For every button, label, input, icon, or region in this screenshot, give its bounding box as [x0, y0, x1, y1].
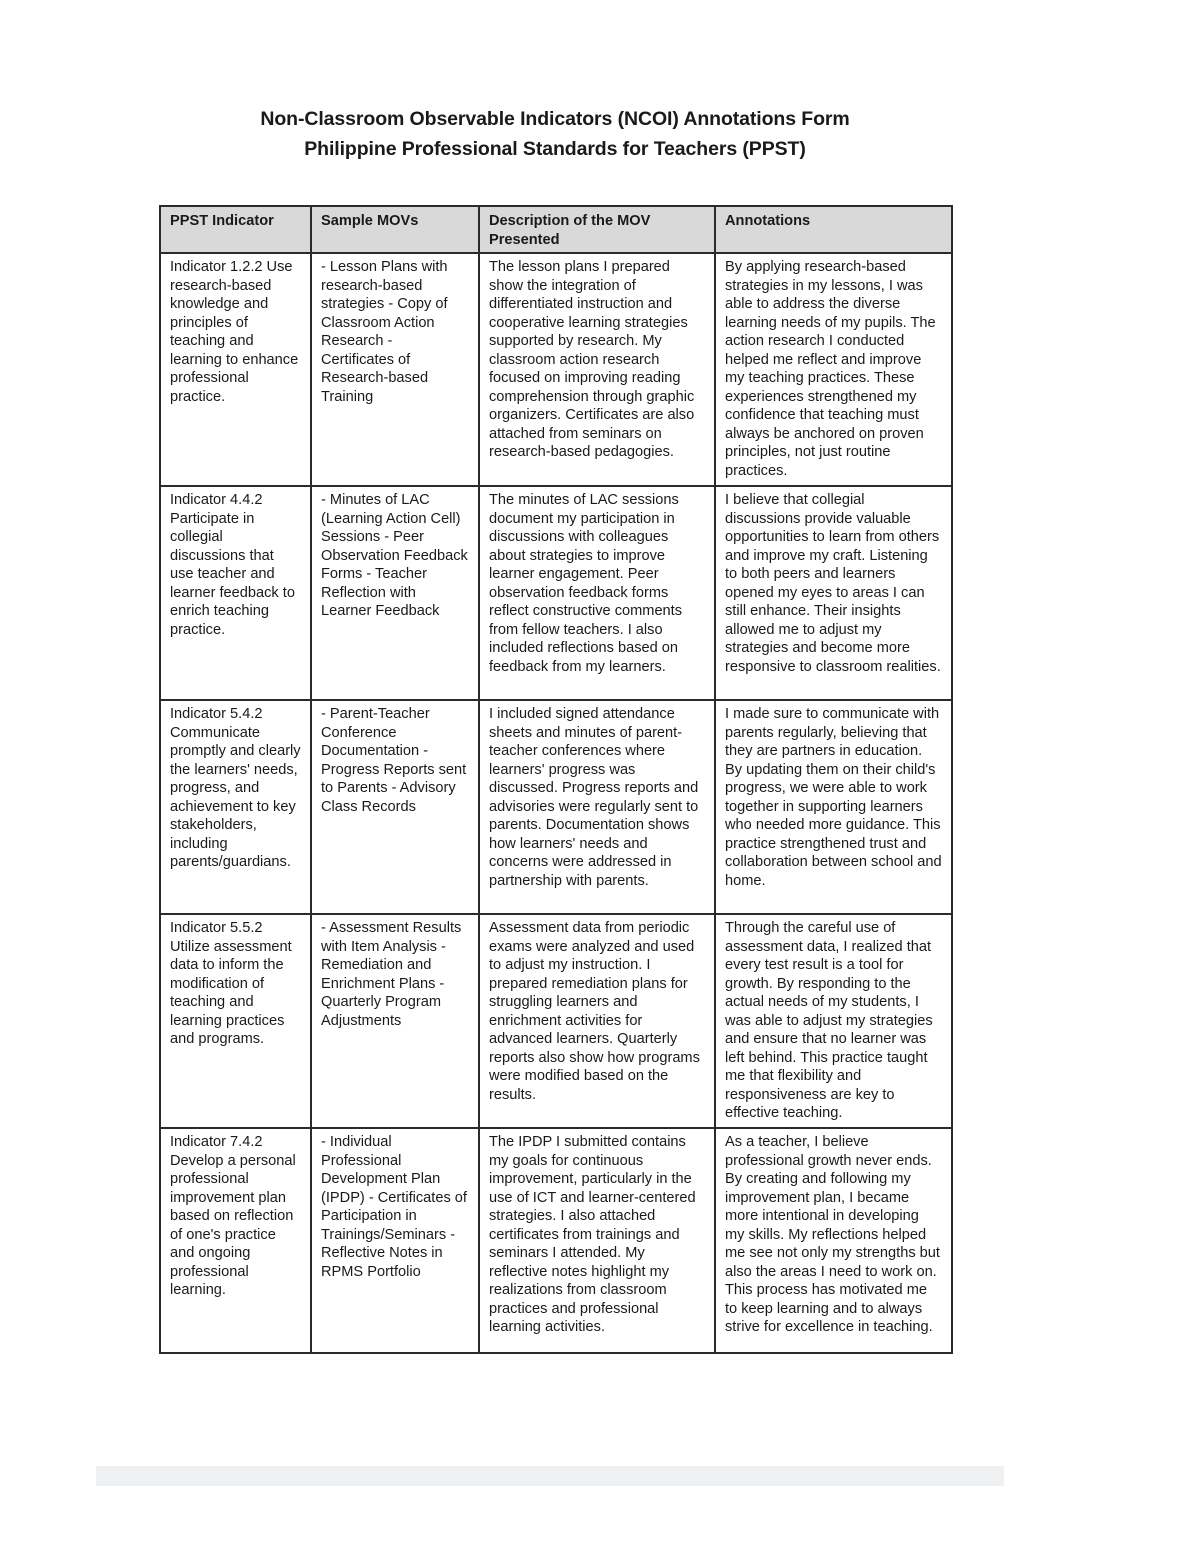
header-sample-movs: Sample MOVs — [311, 206, 479, 253]
document-title: Non-Classroom Observable Indicators (NCOI) Annotations Form — [260, 108, 850, 130]
table-header-row — [160, 206, 952, 253]
document-header — [0, 104, 1110, 164]
cell-description: The lesson plans I prepared show the integration of differentiated instruction and cooperative learning strategies supported by research. My classroom action research focused on improving reading comprehension through graphic organizers. Certificates are also attached from seminars on research-based pedagogies. — [479, 253, 715, 486]
cell-description: The IPDP I submitted contains my goals for continuous improvement, particularly in the use of ICT and learner-centered strategies. I also attached certificates from trainings and seminars I attended. My reflective notes highlight my realizations from classroom practices and professional learning activities. — [479, 1128, 715, 1353]
annotations-table — [159, 205, 953, 1354]
cell-annotations: I believe that collegial discussions provide valuable opportunities to learn from others and improve my craft. Listening to both peers and learners opened my eyes to areas I can still enhance. Their insights allowed me to adjust my strategies and become more responsive to classroom realities. — [715, 486, 952, 700]
cell-annotations: By applying research-based strategies in my lessons, I was able to address the diverse learning needs of my pupils. The action research I conducted helped me reflect and improve my teaching practices. These experiences strengthened my confidence that teaching must always be anchored on proven principles, not just routine practices. — [715, 253, 952, 486]
cell-indicator: Indicator 7.4.2 Develop a personal professional improvement plan based on reflection of one's practice and ongoing professional learning. — [160, 1128, 311, 1353]
cell-description: Assessment data from periodic exams were analyzed and used to adjust my instruction. I prepared remediation plans for struggling learners and enrichment activities for advanced learners. Quarterly reports also show how programs were modified based on the results. — [479, 914, 715, 1128]
cell-annotations: I made sure to communicate with parents regularly, believing that they are partners in education. By updating them on their child's progress, we were able to work together in supporting learners who needed more guidance. This practice strengthened trust and collaboration between school and home. — [715, 700, 952, 914]
cell-movs: - Parent-Teacher Conference Documentation - Progress Reports sent to Parents - Advisory Class Records — [311, 700, 479, 914]
table-row — [160, 700, 952, 914]
header-mov-description: Description of the MOV Presented — [479, 206, 715, 253]
document-subtitle: Philippine Professional Standards for Teachers (PPST) — [304, 138, 806, 160]
header-ppst-indicator: PPST Indicator — [160, 206, 311, 253]
cell-annotations: Through the careful use of assessment data, I realized that every test result is a tool for growth. By responding to the actual needs of my students, I was able to adjust my strategies and ensure that no learner was left behind. This practice taught me that flexibility and responsiveness are key to effective teaching. — [715, 914, 952, 1128]
table-row — [160, 253, 952, 486]
cell-movs: - Minutes of LAC (Learning Action Cell) Sessions - Peer Observation Feedback Forms - Teacher Reflection with Learner Feedback — [311, 486, 479, 700]
cell-indicator: Indicator 1.2.2 Use research-based knowledge and principles of teaching and learning to enhance professional practice. — [160, 253, 311, 486]
cell-indicator: Indicator 5.5.2 Utilize assessment data to inform the modification of teaching and learning practices and programs. — [160, 914, 311, 1128]
cell-description: I included signed attendance sheets and minutes of parent-teacher conferences where learners' progress was discussed. Progress reports and advisories were regularly sent to parents. Documentation shows how learners' needs and concerns were addressed in partnership with parents. — [479, 700, 715, 914]
cell-annotations: As a teacher, I believe professional growth never ends. By creating and following my improvement plan, I became more intentional in developing my skills. My reflections helped me see not only my strengths but also the areas I need to work on. This process has motivated me to keep learning and to always strive for excellence in teaching. — [715, 1128, 952, 1353]
table-row — [160, 486, 952, 700]
header-annotations: Annotations — [715, 206, 952, 253]
table-row — [160, 914, 952, 1128]
page-footer-bar — [96, 1466, 1004, 1486]
table-row — [160, 1128, 952, 1353]
cell-movs: - Lesson Plans with research-based strategies - Copy of Classroom Action Research - Certificates of Research-based Training — [311, 253, 479, 486]
cell-movs: - Individual Professional Development Plan (IPDP) - Certificates of Participation in Trainings/Seminars - Reflective Notes in RPMS Portfolio — [311, 1128, 479, 1353]
cell-movs: - Assessment Results with Item Analysis - Remediation and Enrichment Plans - Quarterly Program Adjustments — [311, 914, 479, 1128]
cell-description: The minutes of LAC sessions document my participation in discussions with colleagues about strategies to improve learner engagement. Peer observation feedback forms reflect constructive comments from fellow teachers. I also included reflections based on feedback from my learners. — [479, 486, 715, 700]
cell-indicator: Indicator 5.4.2 Communicate promptly and clearly the learners' needs, progress, and achievement to key stakeholders, including parents/guardians. — [160, 700, 311, 914]
cell-indicator: Indicator 4.4.2 Participate in collegial discussions that use teacher and learner feedback to enrich teaching practice. — [160, 486, 311, 700]
